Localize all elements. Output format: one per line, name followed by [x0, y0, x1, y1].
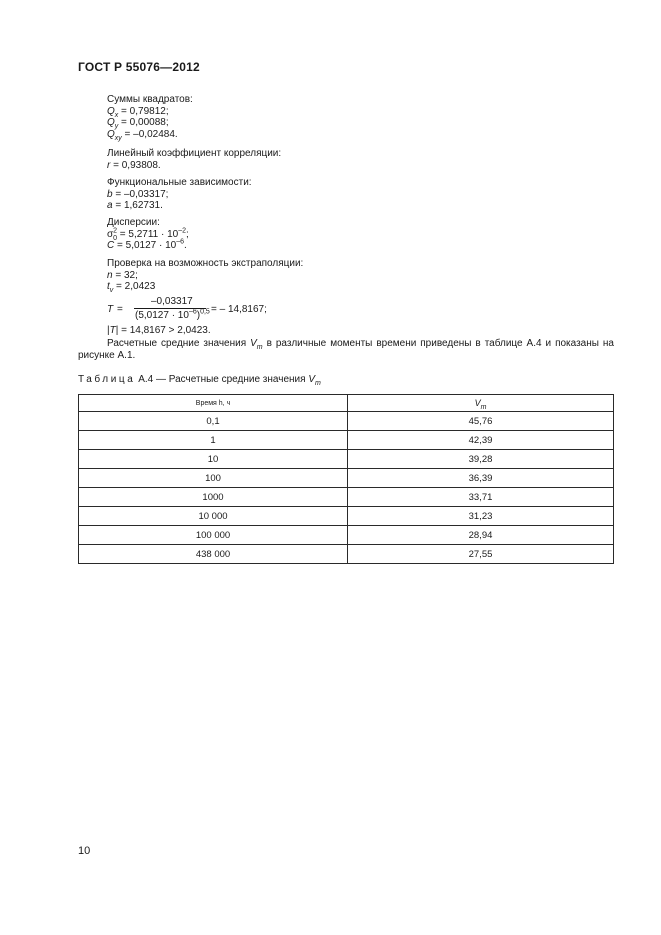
formula-symbol: T: [107, 304, 114, 315]
table-row: [79, 488, 614, 507]
value-cell: 36,39: [348, 469, 614, 488]
value-cell: 42,39: [348, 431, 614, 450]
t-formula: [107, 298, 367, 328]
table-row: [79, 545, 614, 564]
value-cell: 28,94: [348, 526, 614, 545]
functional-section: [107, 177, 252, 212]
table-caption: Таблица А.4 — Расчетные средние значения $V_m$: [78, 374, 321, 387]
time-cell: 0,1: [79, 412, 348, 431]
table-row: [79, 526, 614, 545]
time-cell: 100 000: [79, 526, 348, 545]
a-line: a = 1,62731.: [107, 200, 163, 212]
corr-title: Линейный коэффициент корреляции:: [107, 148, 282, 159]
func-title: Функциональные зависимости:: [107, 177, 252, 188]
b-line: b = –0,03317;: [107, 188, 169, 200]
dispersion-section: [107, 217, 189, 252]
document-header: ГОСТ Р 55076—2012: [78, 60, 200, 74]
disp-title: Дисперсии:: [107, 217, 160, 228]
formula-equals: =: [117, 304, 123, 315]
n-line: n = 32;: [107, 269, 138, 281]
col-vm-header: $V_m$: [348, 395, 614, 412]
value-cell: 45,76: [348, 412, 614, 431]
table-row: [79, 412, 614, 431]
qy-line: $Q_y = 0,00088$;: [107, 117, 169, 131]
formula-numerator: –0,03317: [151, 296, 193, 307]
formula-denominator: $(5,0127 \cdot 10^{-6})^{0,5}$: [135, 308, 210, 321]
values-table: [78, 394, 614, 564]
col-time-header: Время h, ч: [79, 395, 348, 412]
time-cell: 10: [79, 450, 348, 469]
c-line: $C = 5,0127 \cdot 10^{-6}$.: [107, 238, 187, 252]
corr-value: r = 0,93808.: [107, 159, 161, 171]
table-row: [79, 431, 614, 450]
formula-result: = – 14,8167;: [211, 304, 267, 315]
time-cell: 10 000: [79, 507, 348, 526]
table-row: [79, 507, 614, 526]
page-number: 10: [78, 845, 91, 857]
sigma-line: $\sigma^2_0 = 5,2711 \cdot 10^{-2}$;: [107, 227, 189, 242]
check-line: |T| = 14,8167 > 2,0423.: [107, 325, 211, 336]
time-cell: 438 000: [79, 545, 348, 564]
table-header-row: [79, 395, 614, 412]
time-cell: 100: [79, 469, 348, 488]
qx-line: $Q_x = 0,79812$;: [107, 105, 169, 119]
correlation-section: [107, 148, 281, 171]
value-cell: 31,23: [348, 507, 614, 526]
value-cell: 27,55: [348, 545, 614, 564]
time-cell: 1: [79, 431, 348, 450]
value-cell: 33,71: [348, 488, 614, 507]
qxy-line: $Q_{xy} = -0,02484$.: [107, 128, 178, 142]
extrapolation-section: [107, 258, 303, 293]
table-caption-word: Таблица: [78, 374, 136, 385]
table-row: [79, 469, 614, 488]
value-cell: 39,28: [348, 450, 614, 469]
time-cell: 1000: [79, 488, 348, 507]
sums-title: Суммы квадратов:: [107, 94, 193, 105]
extrap-title: Проверка на возможность экстраполяции:: [107, 258, 304, 269]
body-paragraph: Расчетные средние значения $V_m$ в различные моменты времени приведены в таблице А.4 и показаны на рисунке А.1.: [78, 338, 614, 361]
t-line: $t_v = 2,0423$: [107, 281, 156, 295]
sums-section: [107, 94, 193, 140]
table-row: [79, 450, 614, 469]
